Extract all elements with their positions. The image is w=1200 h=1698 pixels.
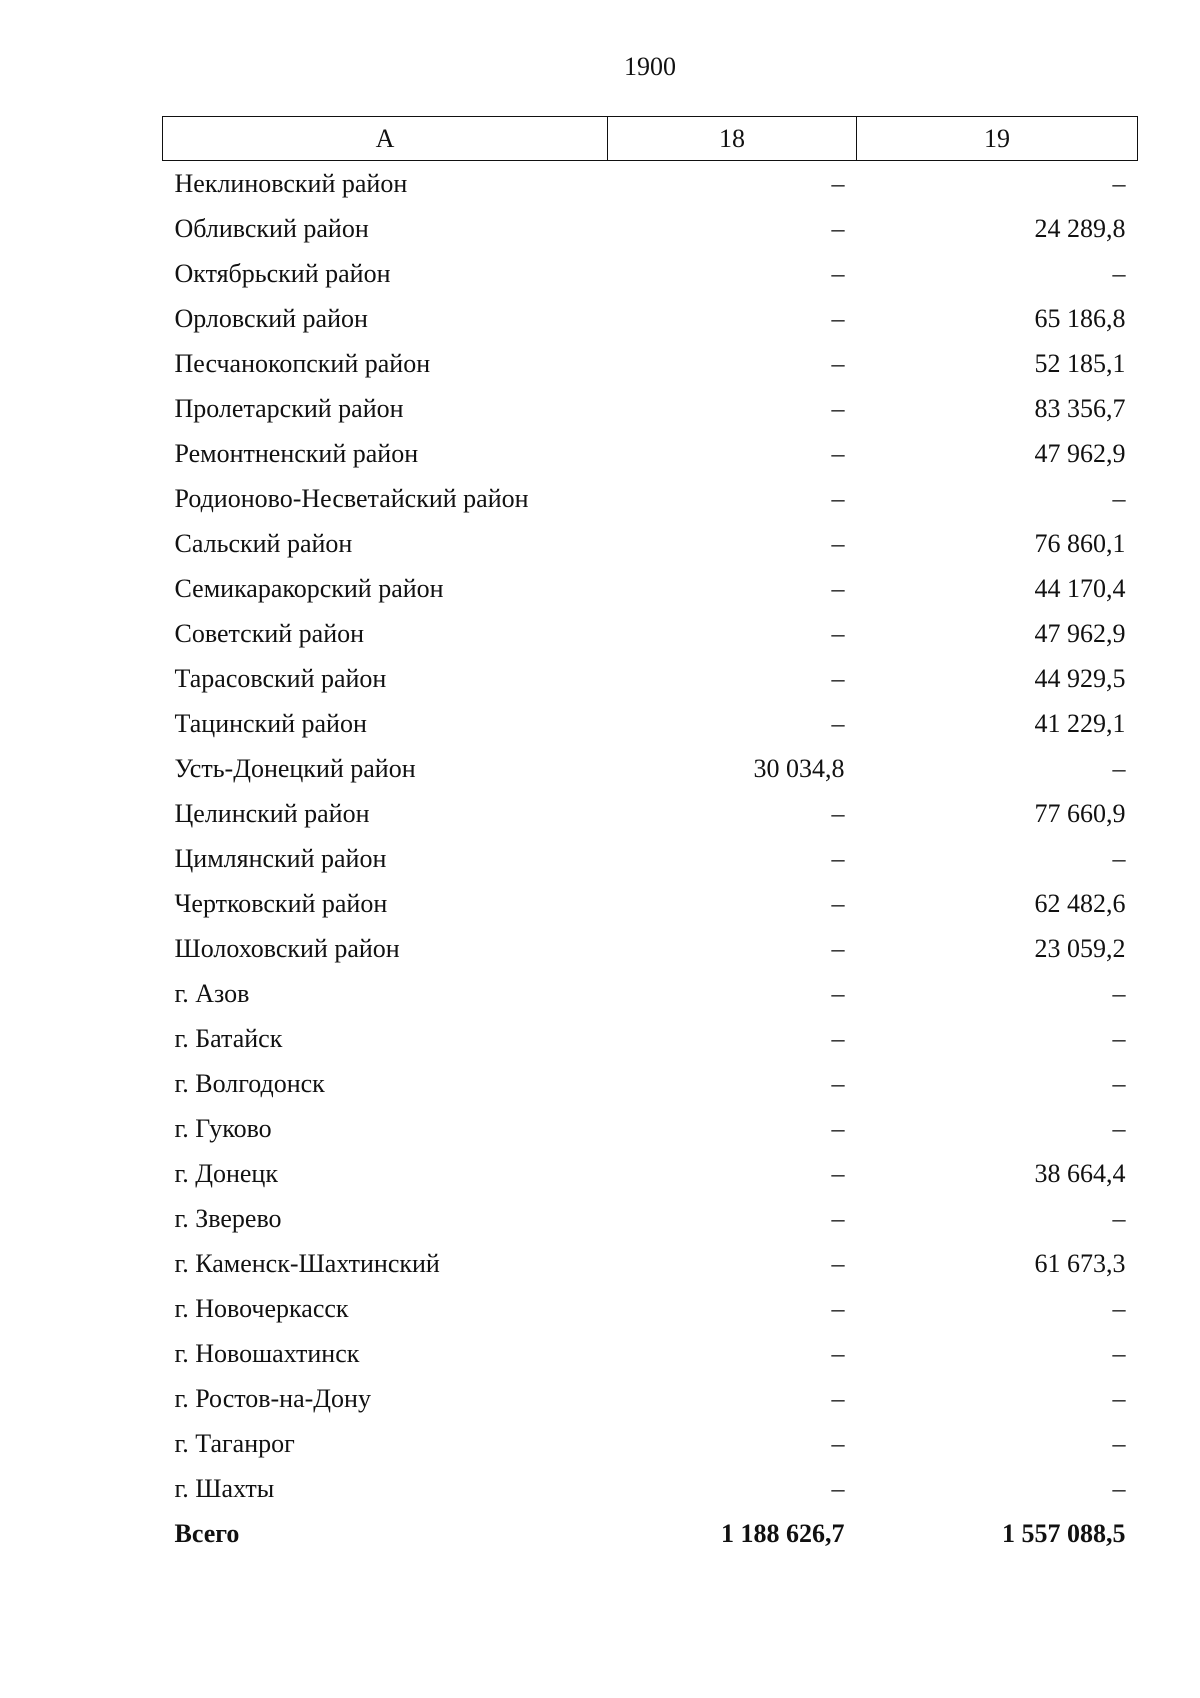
row-name-cell: г. Новочеркасск — [174, 1293, 349, 1323]
table-row — [163, 296, 1138, 341]
row-value-18-cell: – — [831, 348, 845, 378]
header-row — [163, 117, 1138, 161]
table-row — [163, 926, 1138, 971]
table-row — [163, 1196, 1138, 1241]
row-value-18-cell: – — [831, 1338, 845, 1368]
header-cell-18: 18 — [608, 117, 857, 161]
table-row — [163, 566, 1138, 611]
row-value-18-cell: – — [831, 798, 845, 828]
table-row — [163, 791, 1138, 836]
row-value-18-cell: – — [831, 933, 845, 963]
table-row — [163, 1016, 1138, 1061]
header-cell-19: 19 — [857, 117, 1138, 161]
row-value-19-cell: – — [1112, 168, 1126, 198]
table-row — [163, 656, 1138, 701]
row-name-cell: Неклиновский район — [174, 168, 408, 198]
row-value-19-cell: – — [1112, 1113, 1126, 1143]
row-value-18-cell: – — [831, 1428, 845, 1458]
row-value-19-cell: – — [1112, 1428, 1126, 1458]
row-value-19-cell: 47 962,9 — [1034, 618, 1126, 648]
row-value-18-cell: – — [831, 1248, 845, 1278]
row-value-18-cell: – — [831, 213, 845, 243]
row-name-cell: Цимлянский район — [174, 843, 387, 873]
total-label-cell: Всего — [174, 1518, 240, 1548]
row-name-cell: г. Каменск-Шахтинский — [174, 1248, 440, 1278]
row-value-18-cell: – — [831, 1113, 845, 1143]
row-value-19-cell: 44 170,4 — [1034, 573, 1126, 603]
row-value-18-cell: – — [831, 393, 845, 423]
row-value-19-cell: – — [1112, 1293, 1126, 1323]
row-value-18-cell: – — [831, 1158, 845, 1188]
total-value-18-cell: 1 188 626,7 — [721, 1518, 845, 1548]
row-value-19-cell: 76 860,1 — [1034, 528, 1126, 558]
row-name-cell: Октябрьский район — [174, 258, 391, 288]
row-value-18-cell: – — [831, 1068, 845, 1098]
row-value-19-cell: 83 356,7 — [1034, 393, 1126, 423]
row-value-19-cell: – — [1112, 1023, 1126, 1053]
row-value-18-cell: – — [831, 618, 845, 648]
row-name-cell: Родионово-Несветайский район — [174, 483, 529, 513]
row-value-19-cell: – — [1112, 978, 1126, 1008]
row-name-cell: г. Таганрог — [174, 1428, 295, 1458]
row-value-18-cell: – — [831, 483, 845, 513]
row-name-cell: г. Донецк — [174, 1158, 278, 1188]
data-table-container — [162, 116, 1137, 1556]
data-table — [162, 116, 1138, 1556]
table-body — [163, 161, 1138, 1557]
table-row — [163, 971, 1138, 1016]
table-row — [163, 701, 1138, 746]
row-value-18-cell: – — [831, 168, 845, 198]
table-row — [163, 1286, 1138, 1331]
row-value-18-cell: – — [831, 438, 845, 468]
table-row — [163, 251, 1138, 296]
row-value-18-cell: – — [831, 1473, 845, 1503]
row-name-cell: Усть-Донецкий район — [174, 753, 416, 783]
row-value-19-cell: 62 482,6 — [1034, 888, 1126, 918]
table-row — [163, 161, 1138, 207]
row-value-18-cell: – — [831, 888, 845, 918]
table-row — [163, 836, 1138, 881]
row-value-18-cell: – — [831, 708, 845, 738]
table-row — [163, 1466, 1138, 1511]
row-value-19-cell: – — [1112, 1473, 1126, 1503]
row-name-cell: г. Шахты — [174, 1473, 275, 1503]
row-name-cell: Тарасовский район — [174, 663, 387, 693]
row-value-18-cell: – — [831, 978, 845, 1008]
row-value-19-cell: – — [1112, 1383, 1126, 1413]
row-value-19-cell: – — [1112, 1338, 1126, 1368]
row-value-19-cell: 38 664,4 — [1034, 1158, 1126, 1188]
row-name-cell: г. Ростов-на-Дону — [174, 1383, 371, 1413]
table-row — [163, 611, 1138, 656]
row-value-18-cell: – — [831, 1203, 845, 1233]
page-number: 1900 — [624, 52, 676, 81]
total-value-19-cell: 1 557 088,5 — [1002, 1518, 1126, 1548]
row-name-cell: Семикаракорский район — [174, 573, 444, 603]
row-value-18-cell: – — [831, 663, 845, 693]
row-value-19-cell: – — [1112, 1068, 1126, 1098]
row-value-19-cell: – — [1112, 1203, 1126, 1233]
total-row — [163, 1511, 1138, 1556]
row-name-cell: Чертковский район — [174, 888, 388, 918]
row-name-cell: Ремонтненский район — [174, 438, 419, 468]
row-value-19-cell: – — [1112, 843, 1126, 873]
row-name-cell: г. Гуково — [174, 1113, 272, 1143]
header-cell-a: А — [163, 117, 608, 161]
table-row — [163, 881, 1138, 926]
table-row — [163, 1421, 1138, 1466]
row-value-19-cell: 23 059,2 — [1034, 933, 1126, 963]
row-value-18-cell: – — [831, 303, 845, 333]
table-row — [163, 1331, 1138, 1376]
row-name-cell: Орловский район — [174, 303, 368, 333]
table-row — [163, 386, 1138, 431]
row-value-19-cell: 65 186,8 — [1034, 303, 1126, 333]
row-name-cell: г. Азов — [174, 978, 250, 1008]
row-name-cell: Песчанокопский район — [174, 348, 431, 378]
row-value-18-cell: – — [831, 528, 845, 558]
row-value-19-cell: 52 185,1 — [1034, 348, 1126, 378]
row-name-cell: Советский район — [174, 618, 365, 648]
row-name-cell: г. Новошахтинск — [174, 1338, 360, 1368]
row-value-19-cell: – — [1112, 483, 1126, 513]
row-value-19-cell: 41 229,1 — [1034, 708, 1126, 738]
row-name-cell: г. Батайск — [174, 1023, 283, 1053]
row-value-19-cell: 44 929,5 — [1034, 663, 1126, 693]
row-value-18-cell: 30 034,8 — [753, 753, 845, 783]
table-row — [163, 521, 1138, 566]
row-value-18-cell: – — [831, 573, 845, 603]
row-name-cell: г. Зверево — [174, 1203, 282, 1233]
table-row — [163, 476, 1138, 521]
table-row — [163, 1241, 1138, 1286]
table-row — [163, 1151, 1138, 1196]
row-value-19-cell: 61 673,3 — [1034, 1248, 1126, 1278]
table-row — [163, 1376, 1138, 1421]
table-row — [163, 206, 1138, 251]
row-value-19-cell: 47 962,9 — [1034, 438, 1126, 468]
table-row — [163, 746, 1138, 791]
row-value-19-cell: – — [1112, 258, 1126, 288]
row-value-18-cell: – — [831, 258, 845, 288]
row-name-cell: Обливский район — [174, 213, 369, 243]
row-name-cell: Целинский район — [174, 798, 370, 828]
row-value-19-cell: 24 289,8 — [1034, 213, 1126, 243]
row-value-18-cell: – — [831, 1383, 845, 1413]
row-name-cell: Пролетарский район — [174, 393, 404, 423]
row-value-19-cell: 77 660,9 — [1034, 798, 1126, 828]
row-value-18-cell: – — [831, 1293, 845, 1323]
row-name-cell: Шолоховский район — [174, 933, 400, 963]
row-name-cell: Тацинский район — [174, 708, 367, 738]
table-row — [163, 1061, 1138, 1106]
table-header — [163, 117, 1138, 161]
row-name-cell: Сальский район — [174, 528, 353, 558]
row-value-18-cell: – — [831, 843, 845, 873]
table-row — [163, 341, 1138, 386]
table-row — [163, 1106, 1138, 1151]
table-row — [163, 431, 1138, 476]
row-name-cell: г. Волгодонск — [174, 1068, 325, 1098]
row-value-19-cell: – — [1112, 753, 1126, 783]
row-value-18-cell: – — [831, 1023, 845, 1053]
